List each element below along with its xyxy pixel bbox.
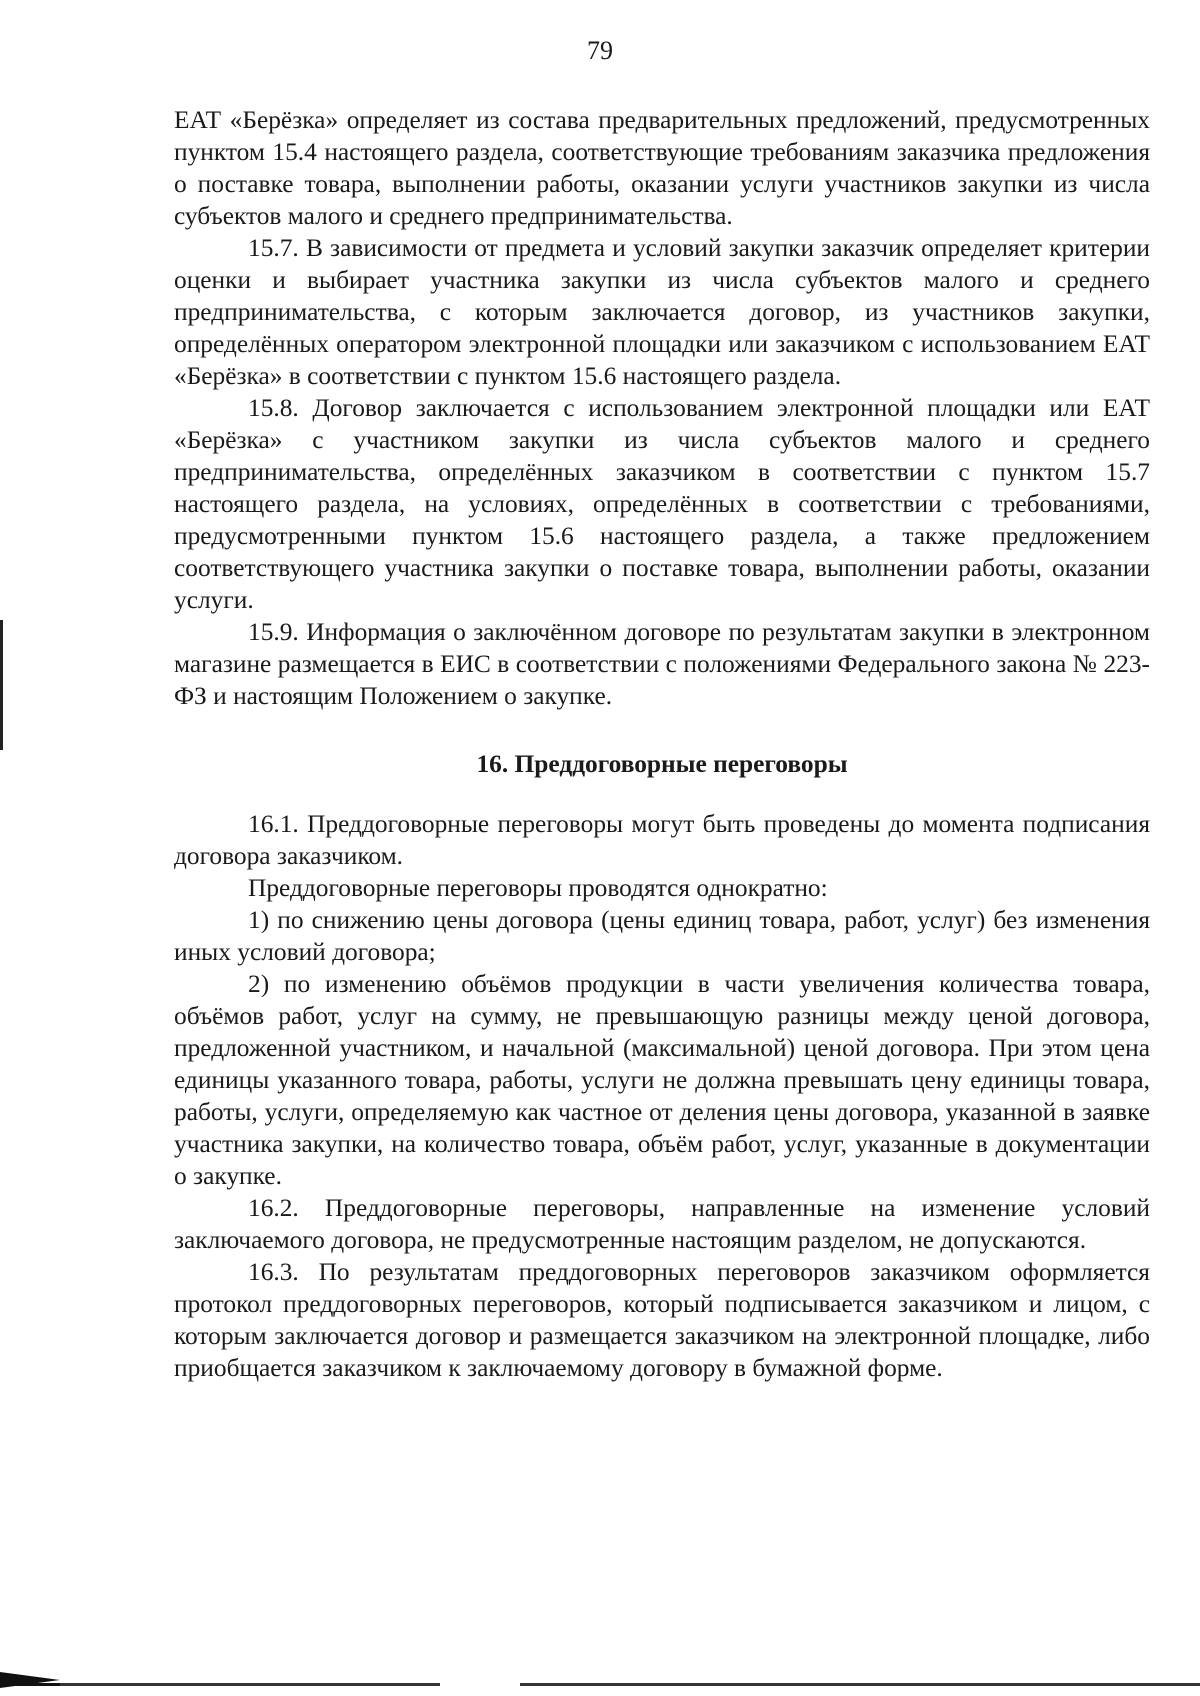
paragraph-15-9: 15.9. Информация о заключённом договоре по результатам закупки в электронном магазине размещается в ЕИС в соответствии с положениями Федерального закона № 223-ФЗ и настоящим Положением о закупке. — [174, 618, 1150, 710]
page-number: 79 — [587, 36, 613, 65]
paragraph-intro: Преддоговорные переговоры проводятся однократно: — [248, 874, 828, 902]
paragraph-16-2: 16.2. Преддоговорные переговоры, направленные на изменение условий заключаемого договора, не предусмотренные настоящим разделом, не допускаются. — [174, 1194, 1150, 1254]
scan-bottom-line — [0, 1683, 1200, 1686]
paragraph-16-1: 16.1. Преддоговорные переговоры могут быть проведены до момента подписания договора заказчиком. — [174, 810, 1150, 870]
paragraph-15-8: 15.8. Договор заключается с использованием электронной площадки или ЕАТ «Берёзка» с участником закупки из числа субъектов малого и среднего предпринимательства, определённых заказчиком в соответствии с пунктом 15.7 настоящего раздела, на условиях, определённых в соответствии с требованиями, предусмотренными пунктом 15.6 настоящего раздела, а также предложением соответствующего участника закупки о поставке товара, выполнении работы, оказании услуги. — [174, 394, 1150, 614]
list-item-2: 2) по изменению объёмов продукции в части увеличения количества товара, объёмов работ, услуг на сумму, не превышающую разницы между ценой договора, предложенной участником, и начальной (максимальной) ценой договора. При этом цена единицы указанного товара, работы, услуги не должна превышать цену единицы товара, работы, услуги, определяемую как частное от деления цены договора, указанной в заявке участника закупки, на количество товара, объём работ, услуг, указанные в документации о закупке. — [174, 970, 1150, 1190]
section-heading: 16. Преддоговорные переговоры — [476, 750, 848, 778]
list-item-1: 1) по снижению цены договора (цены единиц товара, работ, услуг) без изменения иных условий договора; — [174, 906, 1150, 966]
scan-margin-mark — [0, 620, 3, 750]
paragraph-16-3: 16.3. По результатам преддоговорных переговоров заказчиком оформляется протокол преддоговорных переговоров, который подписывается заказчиком и лицом, с которым заключается договор и размещается заказчиком на электронной площадке, либо приобщается заказчиком к заключаемому договору в бумажной форме. — [174, 1258, 1150, 1382]
paragraph-continuation: ЕАТ «Берёзка» определяет из состава предварительных предложений, предусмотренных пунктом 15.4 настоящего раздела, соответствующие требованиям заказчика предложения о поставке товара, выполнении работы, оказании услуги участников закупки из числа субъектов малого и среднего предпринимательства. — [174, 106, 1150, 230]
paragraph-15-7: 15.7. В зависимости от предмета и условий закупки заказчик определяет критерии оценки и выбирает участника закупки из числа субъектов малого и среднего предпринимательства, с которым заключается договор, из участников закупки, определённых оператором электронной площадки или заказчиком с использованием ЕАТ «Берёзка» в соответствии с пунктом 15.6 настоящего раздела. — [174, 234, 1150, 390]
document-body — [174, 104, 1150, 1384]
